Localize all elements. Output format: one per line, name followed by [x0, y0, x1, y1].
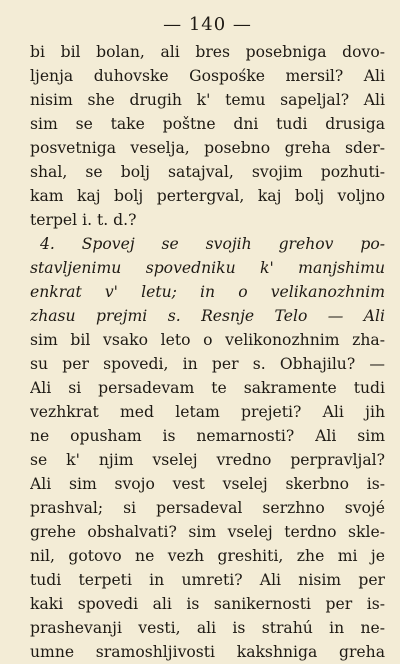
text-line: prashval; si persadeval serzhno svojé: [30, 499, 385, 517]
text-line: se k' njim vselej vredno perpravljal?: [30, 451, 385, 469]
section-heading-line: enkrat v' letu; in o velikanozhnim: [30, 283, 385, 301]
page-text: [30, 40, 385, 664]
text-line: kaki spovedi ali is sanikernosti per is-: [30, 595, 385, 613]
text-line: sim bil vsako leto o velikonozhnim zha-: [30, 331, 385, 349]
text-line: terpel i. t. d.?: [30, 211, 137, 229]
text-line: Ali si persadevam te sakramente tudi: [30, 379, 385, 397]
text-line: bi bil bolan, ali bres posebniga dovo-: [30, 43, 385, 61]
text-line: ne opusham is nemarnosti? Ali sim: [30, 427, 385, 445]
text-line: shal, se bolj satajval, svojim pozhuti-: [30, 163, 385, 181]
section-heading-line: stavljenimu spovedniku k' manjshimu: [30, 259, 385, 277]
text-line: su per spovedi, in per s. Obhajilu? —: [30, 355, 385, 373]
text-line: ljenja duhovske Gospośke mersil? Ali: [30, 67, 385, 85]
text-line: nil, gotovo ne vezh greshiti, zhe mi je: [30, 547, 385, 565]
text-line: posvetniga veselja, posebno greha sder-: [30, 139, 385, 157]
text-line: kam kaj bolj pertergval, kaj bolj voljno: [30, 187, 385, 205]
text-line: prashevanji vesti, ali is strahú in ne-: [30, 619, 385, 637]
text-line: tudi terpeti in umreti? Ali nisim per: [30, 571, 385, 589]
text-line: grehe obshalvati? sim vselej terdno skle-: [30, 523, 385, 541]
text-line: nisim she drugih k' temu sapeljal? Ali: [30, 91, 385, 109]
section-heading-line: zhasu prejmi s. Resnje Telo — Ali: [30, 307, 385, 325]
text-line: umne sramoshljivosti kakshniga greha: [30, 643, 385, 661]
page-number: — 140 —: [163, 14, 252, 35]
text-line: vezhkrat med letam prejeti? Ali jih: [30, 403, 385, 421]
section-heading-line: 4. Spovej se svojih grehov po-: [40, 235, 385, 253]
text-line: sim se take poštne dni tudi drusiga: [30, 115, 385, 133]
text-line: Ali sim svojo vest vselej skerbno is-: [30, 475, 385, 493]
